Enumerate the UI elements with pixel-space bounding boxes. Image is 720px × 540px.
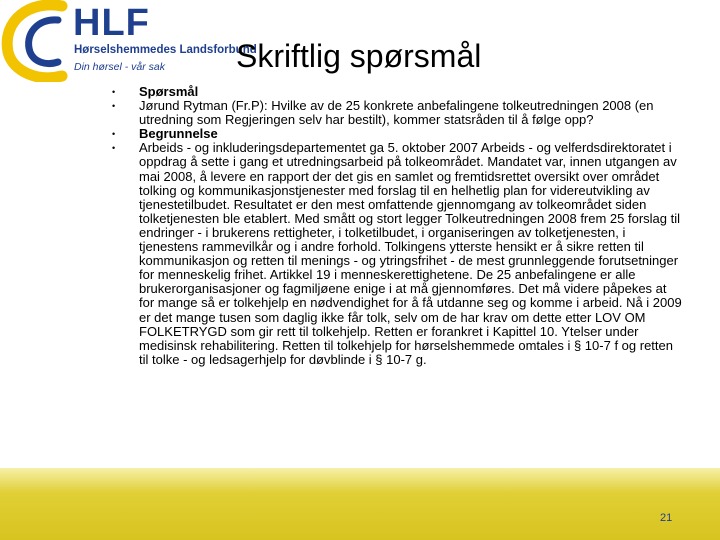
list-item <box>112 127 684 141</box>
slide-title: Skriftlig spørsmål <box>236 38 482 74</box>
footer-bar <box>0 468 720 540</box>
bullet-list <box>112 85 684 367</box>
question-text: Jørund Rytman (Fr.P): Hvilke av de 25 konkrete anbefalingene tolkeutredningen 2008 (en utredning som Regjeringen selv har bestilt), kommer statsråden til å følge opp? <box>139 98 654 128</box>
list-item <box>112 99 684 127</box>
logo-organization-name: Hørselshemmedes Landsforbund <box>74 44 257 56</box>
logo-abbreviation: HLF <box>73 2 150 44</box>
bullet-icon: • <box>112 87 116 97</box>
reasoning-text: Arbeids - og inkluderingsdepartementet ga 5. oktober 2007 Arbeids - og velferdsdirektoratet i oppdrag å sette i gang et utredningsarbeid på tolkeområdet. Mandatet var, innen utgangen av mai 2008, å levere en rapport der det gis en samlet og fremtidsrettet oversikt over området tolking og kommunikasjonstjenester med forslag til en helhetlig plan for videreutvikling av tjenestetilbudet. Resultatet er den mest omfattende gjennomgang av tolkeområdet siden tolketjenesten ble etablert. Med smått og stort legger Tolkeutredningen 2008 frem 25 forslag til endringer - i brukerens rettigheter, i tolketilbudet, i organiseringen av tolketjenesten, i tjenestens rammevilkår og i andre forhold. Tolkingens ytterste hensikt er å sikre retten til kommunikasjon og retten til menings - og ytringsfrihet - de mest grunnleggende forutsetninger for menneskelig frihet. Artikkel 19 i menneskerettighetene. De 25 anbefalingene er alle brukerorganisasjoner og fagmiljøene enige i at må gjennomføres. Det må videre påpekes at for mange så er tolkehjelp en nødvendighet for å få utdanne seg og komme i arbeid. Nå i 2009 er det mange tusen som daglig ikke får tolk, selv om de har krav om dette etter LOV OM FOLKETRYGD som gir rett til tolkehjelp. Retten er forankret i Kapittel 10. Ytelser under medisinsk rehabilitering. Retten til tolkehjelp for hørselshemmede omtales i § 10-7 f og retten til tolke - og ledsagerhjelp for døvblinde i § 10-7 g. <box>139 140 682 367</box>
bullet-icon: • <box>112 143 116 154</box>
list-item <box>112 141 684 367</box>
bullet-icon: • <box>112 129 116 140</box>
heading-question: Spørsmål <box>139 84 199 99</box>
page-number: 21 <box>660 512 673 524</box>
list-item <box>112 85 684 99</box>
hlf-logo-mark-icon <box>0 0 74 82</box>
hlf-logo <box>0 0 257 82</box>
heading-reasoning: Begrunnelse <box>139 126 218 142</box>
bullet-icon: • <box>112 101 116 112</box>
logo-tagline: Din hørsel - vår sak <box>74 61 166 73</box>
